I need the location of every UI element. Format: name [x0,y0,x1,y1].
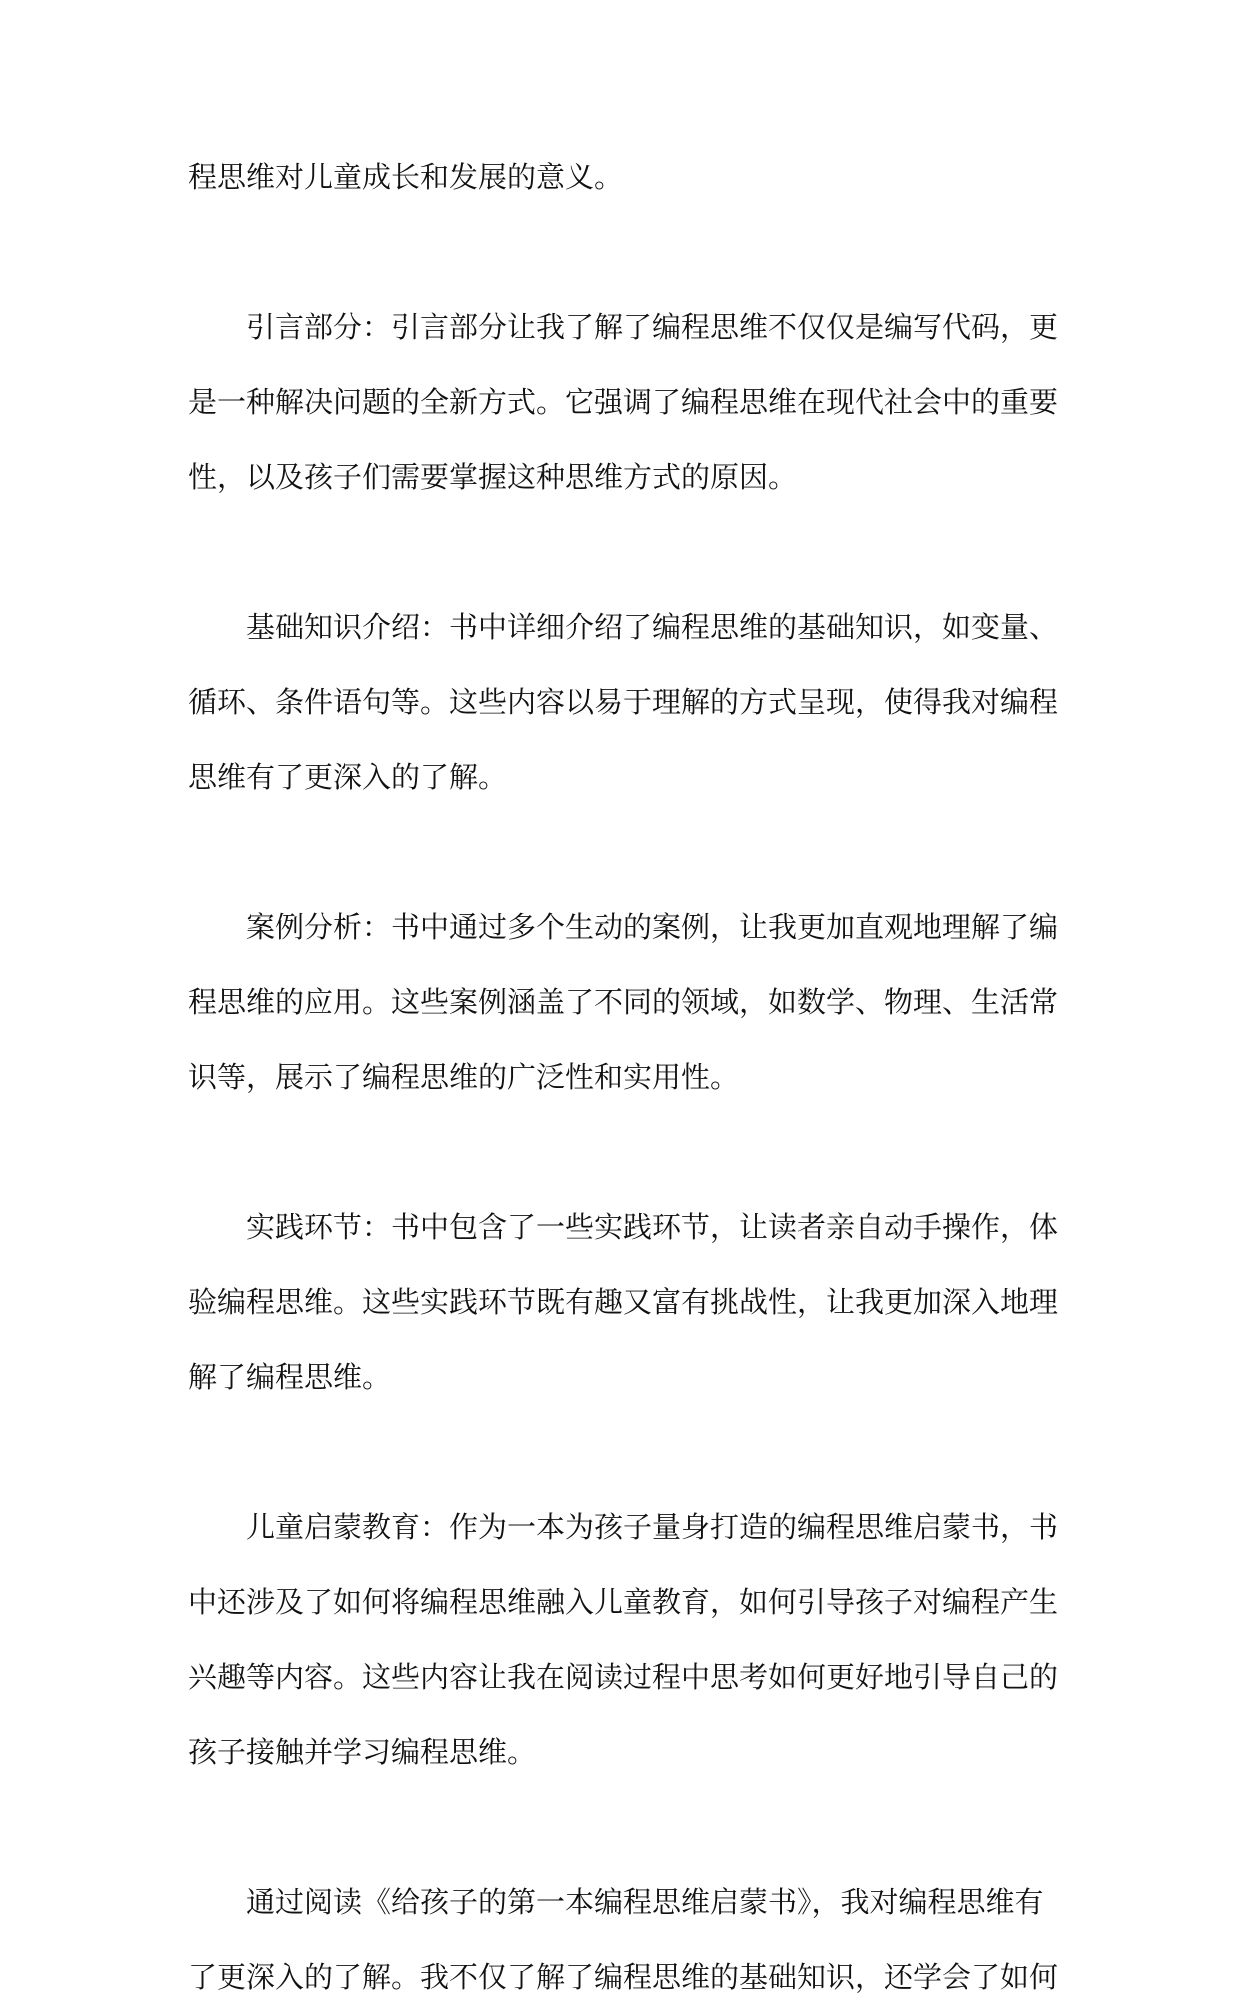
blank-line [188,1115,1058,1190]
text-line: 性，以及孩子们需要掌握这种思维方式的原因。 [188,460,798,494]
text-line: 兴趣等内容。这些内容让我在阅读过程中思考如何更好地引导自己的 [188,1660,1058,1694]
blank-line [188,1415,1058,1490]
blank-line [188,215,1058,290]
text-line: 验编程思维。这些实践环节既有趣又富有挑战性，让我更加深入地理 [188,1285,1058,1319]
text-line: 是一种解决问题的全新方式。它强调了编程思维在现代社会中的重要 [188,385,1058,419]
text-line: 孩子接触并学习编程思维。 [188,1735,537,1769]
text-line: 中还涉及了如何将编程思维融入儿童教育，如何引导孩子对编程产生 [188,1585,1058,1619]
text-line: 了更深入的了解。我不仅了解了编程思维的基础知识，还学会了如何 [188,1960,1058,1994]
text-line: 思维有了更深入的了解。 [188,760,508,794]
text-line: 程思维的应用。这些案例涵盖了不同的领域，如数学、物理、生活常 [188,985,1058,1019]
paragraph-first-line: 案例分析：书中通过多个生动的案例，让我更加直观地理解了编 [246,910,1058,944]
text-line: 循环、条件语句等。这些内容以易于理解的方式呈现，使得我对编程 [188,685,1058,719]
document-body [188,140,1058,2015]
paragraph-first-line: 基础知识介绍：书中详细介绍了编程思维的基础知识，如变量、 [246,610,1058,644]
paragraph-first-line: 实践环节：书中包含了一些实践环节，让读者亲自动手操作，体 [246,1210,1058,1244]
blank-line [188,1790,1058,1865]
text-line: 解了编程思维。 [188,1360,392,1394]
text-line: 程思维对儿童成长和发展的意义。 [188,160,624,194]
paragraph-first-line: 引言部分：引言部分让我了解了编程思维不仅仅是编写代码，更 [246,310,1058,344]
blank-line [188,815,1058,890]
paragraph-first-line: 儿童启蒙教育：作为一本为孩子量身打造的编程思维启蒙书，书 [246,1510,1058,1544]
blank-line [188,515,1058,590]
text-line: 识等，展示了编程思维的广泛性和实用性。 [188,1060,740,1094]
paragraph-first-line: 通过阅读《给孩子的第一本编程思维启蒙书》，我对编程思维有 [246,1885,1044,1919]
